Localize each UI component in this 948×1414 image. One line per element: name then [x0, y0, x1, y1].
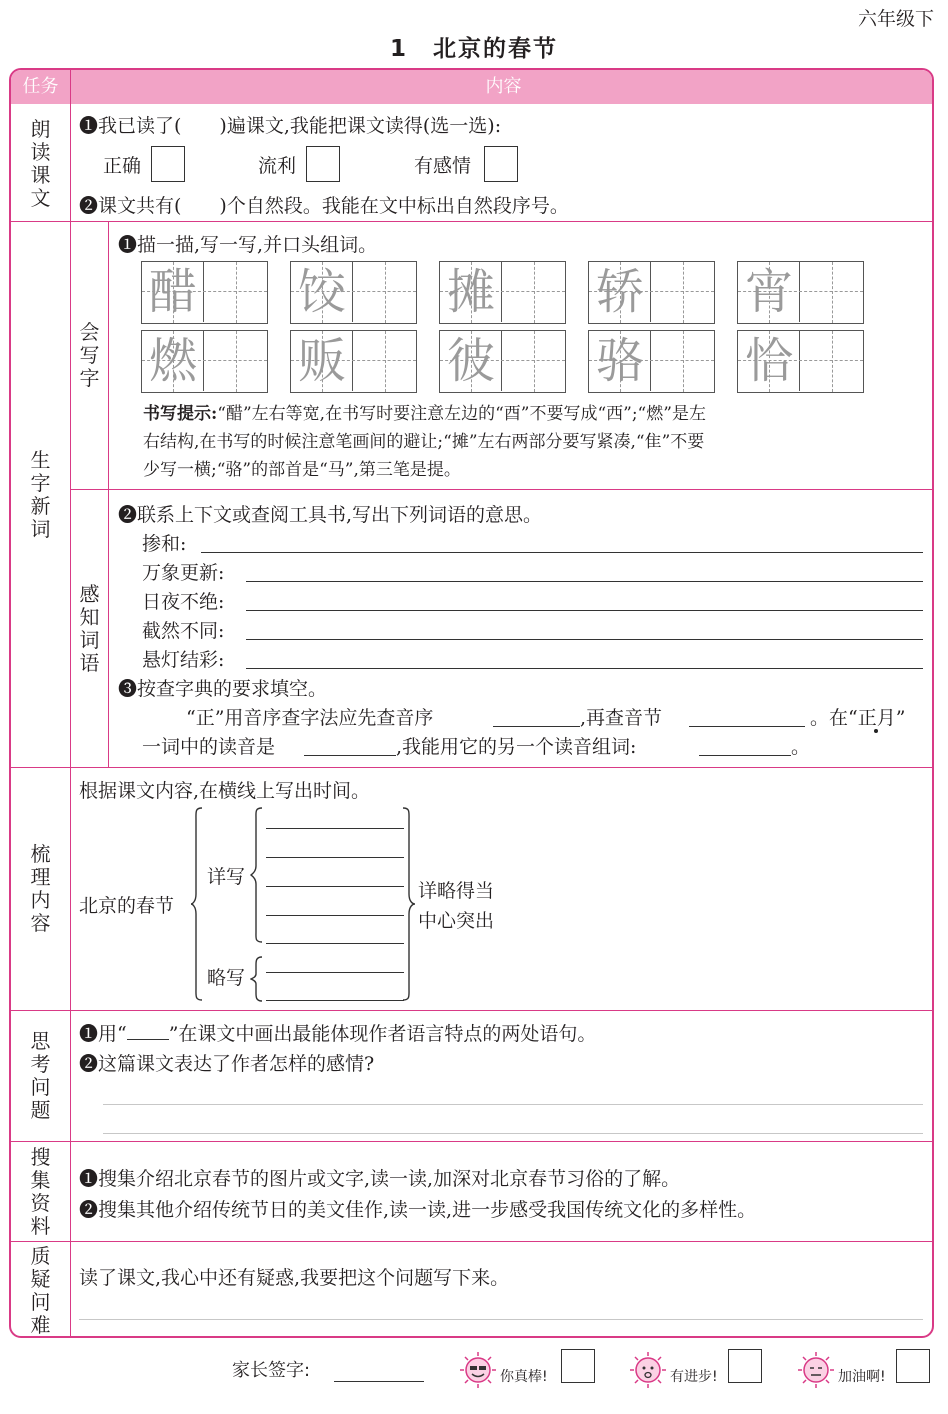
- brief-blank[interactable]: [266, 1000, 404, 1001]
- writing-tip-label: 书写提示:: [143, 404, 218, 424]
- left-brace-icon: [190, 806, 204, 1002]
- blank-syllable[interactable]: [689, 726, 805, 727]
- detail-brace: [250, 806, 264, 948]
- dictionary-text-c: 。在“正月”: [810, 707, 906, 729]
- right-brace-icon: [401, 806, 417, 1002]
- dictionary-text-f: 。: [791, 736, 811, 758]
- guide-line: [385, 331, 386, 392]
- left-brace-icon: [250, 955, 264, 1003]
- trace-character: 摊: [446, 264, 495, 320]
- detail-blank[interactable]: [266, 828, 404, 829]
- detail-blank[interactable]: [266, 915, 404, 916]
- label-question: 质 疑 问 难: [30, 1244, 51, 1337]
- checkbox-emotional[interactable]: [484, 146, 518, 182]
- parent-signature-label: 家长签字:: [232, 1360, 311, 1381]
- trace-character: 骆: [595, 333, 644, 389]
- sun-face-icon: [458, 1350, 498, 1390]
- label-new-words: 生 字 新 词: [30, 447, 51, 541]
- trace-character: 恰: [744, 333, 793, 389]
- checkbox-fluent[interactable]: [306, 146, 340, 182]
- char-practice-cell[interactable]: [439, 330, 566, 393]
- subrow-divider: [71, 489, 934, 490]
- mindmap-root: 北京的春节: [79, 895, 175, 917]
- read-count-line: ❶我已读了( )遍课文,我能把课文读得(选一选):: [79, 115, 502, 137]
- brief-brace: [250, 955, 264, 1007]
- page-title: 1 北京的春节: [389, 36, 558, 62]
- answer-line[interactable]: [246, 581, 923, 582]
- char-practice-cell[interactable]: [290, 261, 417, 324]
- guide-line: [385, 262, 386, 323]
- brief-blank[interactable]: [266, 972, 404, 973]
- trace-character: 轿: [595, 264, 644, 320]
- checkbox-progress[interactable]: [728, 1349, 762, 1383]
- trace-character: 饺: [297, 264, 346, 320]
- header-task: 任务: [11, 70, 70, 104]
- answer-line[interactable]: [79, 1319, 923, 1320]
- writing-tip-line-3: 少写一横;“骆”的部首是“马”,第三笔是提。: [143, 460, 461, 480]
- trace-character: 醋: [148, 264, 197, 320]
- checkbox-correct[interactable]: [151, 146, 185, 182]
- conclusion-2: 中心突出: [418, 910, 495, 932]
- answer-line[interactable]: [246, 639, 923, 640]
- word-label: 截然不同:: [142, 620, 225, 642]
- label-write-chars: 会 写 字: [79, 320, 100, 390]
- label-organize: 梳 理 内 容: [30, 842, 51, 935]
- brief-label: 略写: [207, 967, 246, 989]
- big-brace: [190, 806, 204, 1007]
- detail-blank[interactable]: [266, 943, 404, 944]
- underline-question: ❶用“ ”在课文中画出最能体现作者语言特点的两处语句。: [79, 1023, 597, 1045]
- row-divider: [11, 221, 934, 222]
- label-collect: 搜 集 资 料: [30, 1144, 51, 1238]
- meaning-instruction: ❷联系上下文或查阅工具书,写出下列词语的意思。: [118, 504, 543, 526]
- writing-tip-line-2: 右结构,在书写的时候注意笔画间的避让;“摊”左右两部分要写紧凑,“隹”不要: [143, 432, 705, 452]
- label-think: 思 考 问 题: [30, 1029, 51, 1122]
- char-practice-cell[interactable]: [439, 261, 566, 324]
- label-perceive-words: 感 知 词 语: [79, 581, 100, 675]
- left-brace-icon: [250, 806, 264, 944]
- signature-line[interactable]: [334, 1381, 424, 1382]
- answer-line[interactable]: [201, 552, 923, 553]
- guide-line: [534, 262, 535, 323]
- dictionary-text-b: ,再查音节: [580, 707, 663, 729]
- char-practice-cell[interactable]: [737, 261, 864, 324]
- row-divider: [11, 1141, 934, 1142]
- char-practice-cell[interactable]: [588, 261, 715, 324]
- option-fluent: 流利: [258, 155, 297, 177]
- emphasis-dot: [874, 729, 878, 733]
- trace-character: 燃: [148, 333, 197, 389]
- answer-line[interactable]: [246, 610, 923, 611]
- trace-character: 彼: [446, 333, 495, 389]
- row-divider: [11, 767, 934, 768]
- word-label: 万象更新:: [142, 562, 225, 584]
- row-divider: [11, 1010, 934, 1011]
- blank-initial[interactable]: [493, 726, 580, 727]
- writing-tip-line-1: 书写提示:“醋”左右等宽,在书写时要注意左边的“酉”不要写成“西”;“燃”是左: [143, 404, 706, 424]
- guide-line: [534, 331, 535, 392]
- praise-progress: 有进步!: [670, 1369, 718, 1385]
- trace-instruction: ❶描一描,写一写,并口头组词。: [118, 234, 378, 256]
- guide-line: [236, 262, 237, 323]
- char-practice-cell[interactable]: [588, 330, 715, 393]
- dictionary-instruction: ❸按查字典的要求填空。: [118, 678, 328, 700]
- right-brace: [401, 806, 417, 1006]
- char-practice-cell[interactable]: [737, 330, 864, 393]
- subcolumn-divider: [108, 221, 109, 767]
- option-correct: 正确: [103, 155, 142, 177]
- char-practice-cell[interactable]: [141, 261, 268, 324]
- timeline-instruction: 根据课文内容,在横线上写出时间。: [79, 780, 371, 802]
- collect-task-2: ❷搜集其他介绍传统节日的美文佳作,读一读,进一步感受我国传统文化的多样性。: [79, 1199, 757, 1221]
- dictionary-text-e: ,我能用它的另一个读音组词:: [396, 736, 637, 758]
- praise-keep-going: 加油啊!: [838, 1369, 886, 1385]
- guide-line: [236, 331, 237, 392]
- sun-face-icon: [628, 1350, 668, 1390]
- feeling-question: ❷这篇课文表达了作者怎样的感情?: [79, 1053, 375, 1075]
- paragraph-count-line: ❷课文共有( )个自然段。我能在文中标出自然段序号。: [79, 195, 569, 217]
- blank-word[interactable]: [699, 755, 791, 756]
- answer-line[interactable]: [103, 1104, 923, 1105]
- trace-character: 宵: [744, 264, 793, 320]
- char-practice-cell[interactable]: [141, 330, 268, 393]
- char-practice-cell[interactable]: [290, 330, 417, 393]
- answer-line[interactable]: [246, 668, 923, 669]
- option-emotional: 有感情: [414, 155, 472, 177]
- question-prompt: 读了课文,我心中还有疑惑,我要把这个问题写下来。: [79, 1267, 510, 1289]
- guide-line: [832, 331, 833, 392]
- answer-line[interactable]: [103, 1133, 923, 1134]
- detail-label: 详写: [207, 866, 246, 888]
- row-divider: [11, 1241, 934, 1242]
- word-label: 掺和:: [142, 533, 187, 555]
- sun-face-icon: [796, 1350, 836, 1390]
- trace-character: 贩: [297, 333, 346, 389]
- header-content: 内容: [71, 70, 934, 104]
- grade-label: 六年级下: [857, 8, 934, 30]
- guide-line: [832, 262, 833, 323]
- guide-line: [683, 262, 684, 323]
- collect-task-1: ❶搜集介绍北京春节的图片或文字,读一读,加深对北京春节习俗的了解。: [79, 1168, 681, 1190]
- task-table: [9, 68, 934, 1338]
- blank-pronunciation[interactable]: [304, 755, 396, 756]
- dictionary-text-d: 一词中的读音是: [142, 736, 276, 758]
- guide-line: [683, 331, 684, 392]
- word-label: 悬灯结彩:: [142, 649, 225, 671]
- label-read-text: 朗 读 课 文: [30, 116, 51, 210]
- dictionary-text-a: “正”用音序查字法应先查音序: [186, 707, 434, 729]
- detail-blank[interactable]: [266, 886, 404, 887]
- praise-great: 你真棒!: [500, 1369, 548, 1385]
- word-label: 日夜不绝:: [142, 591, 225, 613]
- detail-blank[interactable]: [266, 857, 404, 858]
- conclusion-1: 详略得当: [418, 880, 495, 902]
- checkbox-great[interactable]: [561, 1349, 595, 1383]
- checkbox-keep-going[interactable]: [896, 1349, 930, 1383]
- wavy-underline-sample: [127, 1026, 169, 1040]
